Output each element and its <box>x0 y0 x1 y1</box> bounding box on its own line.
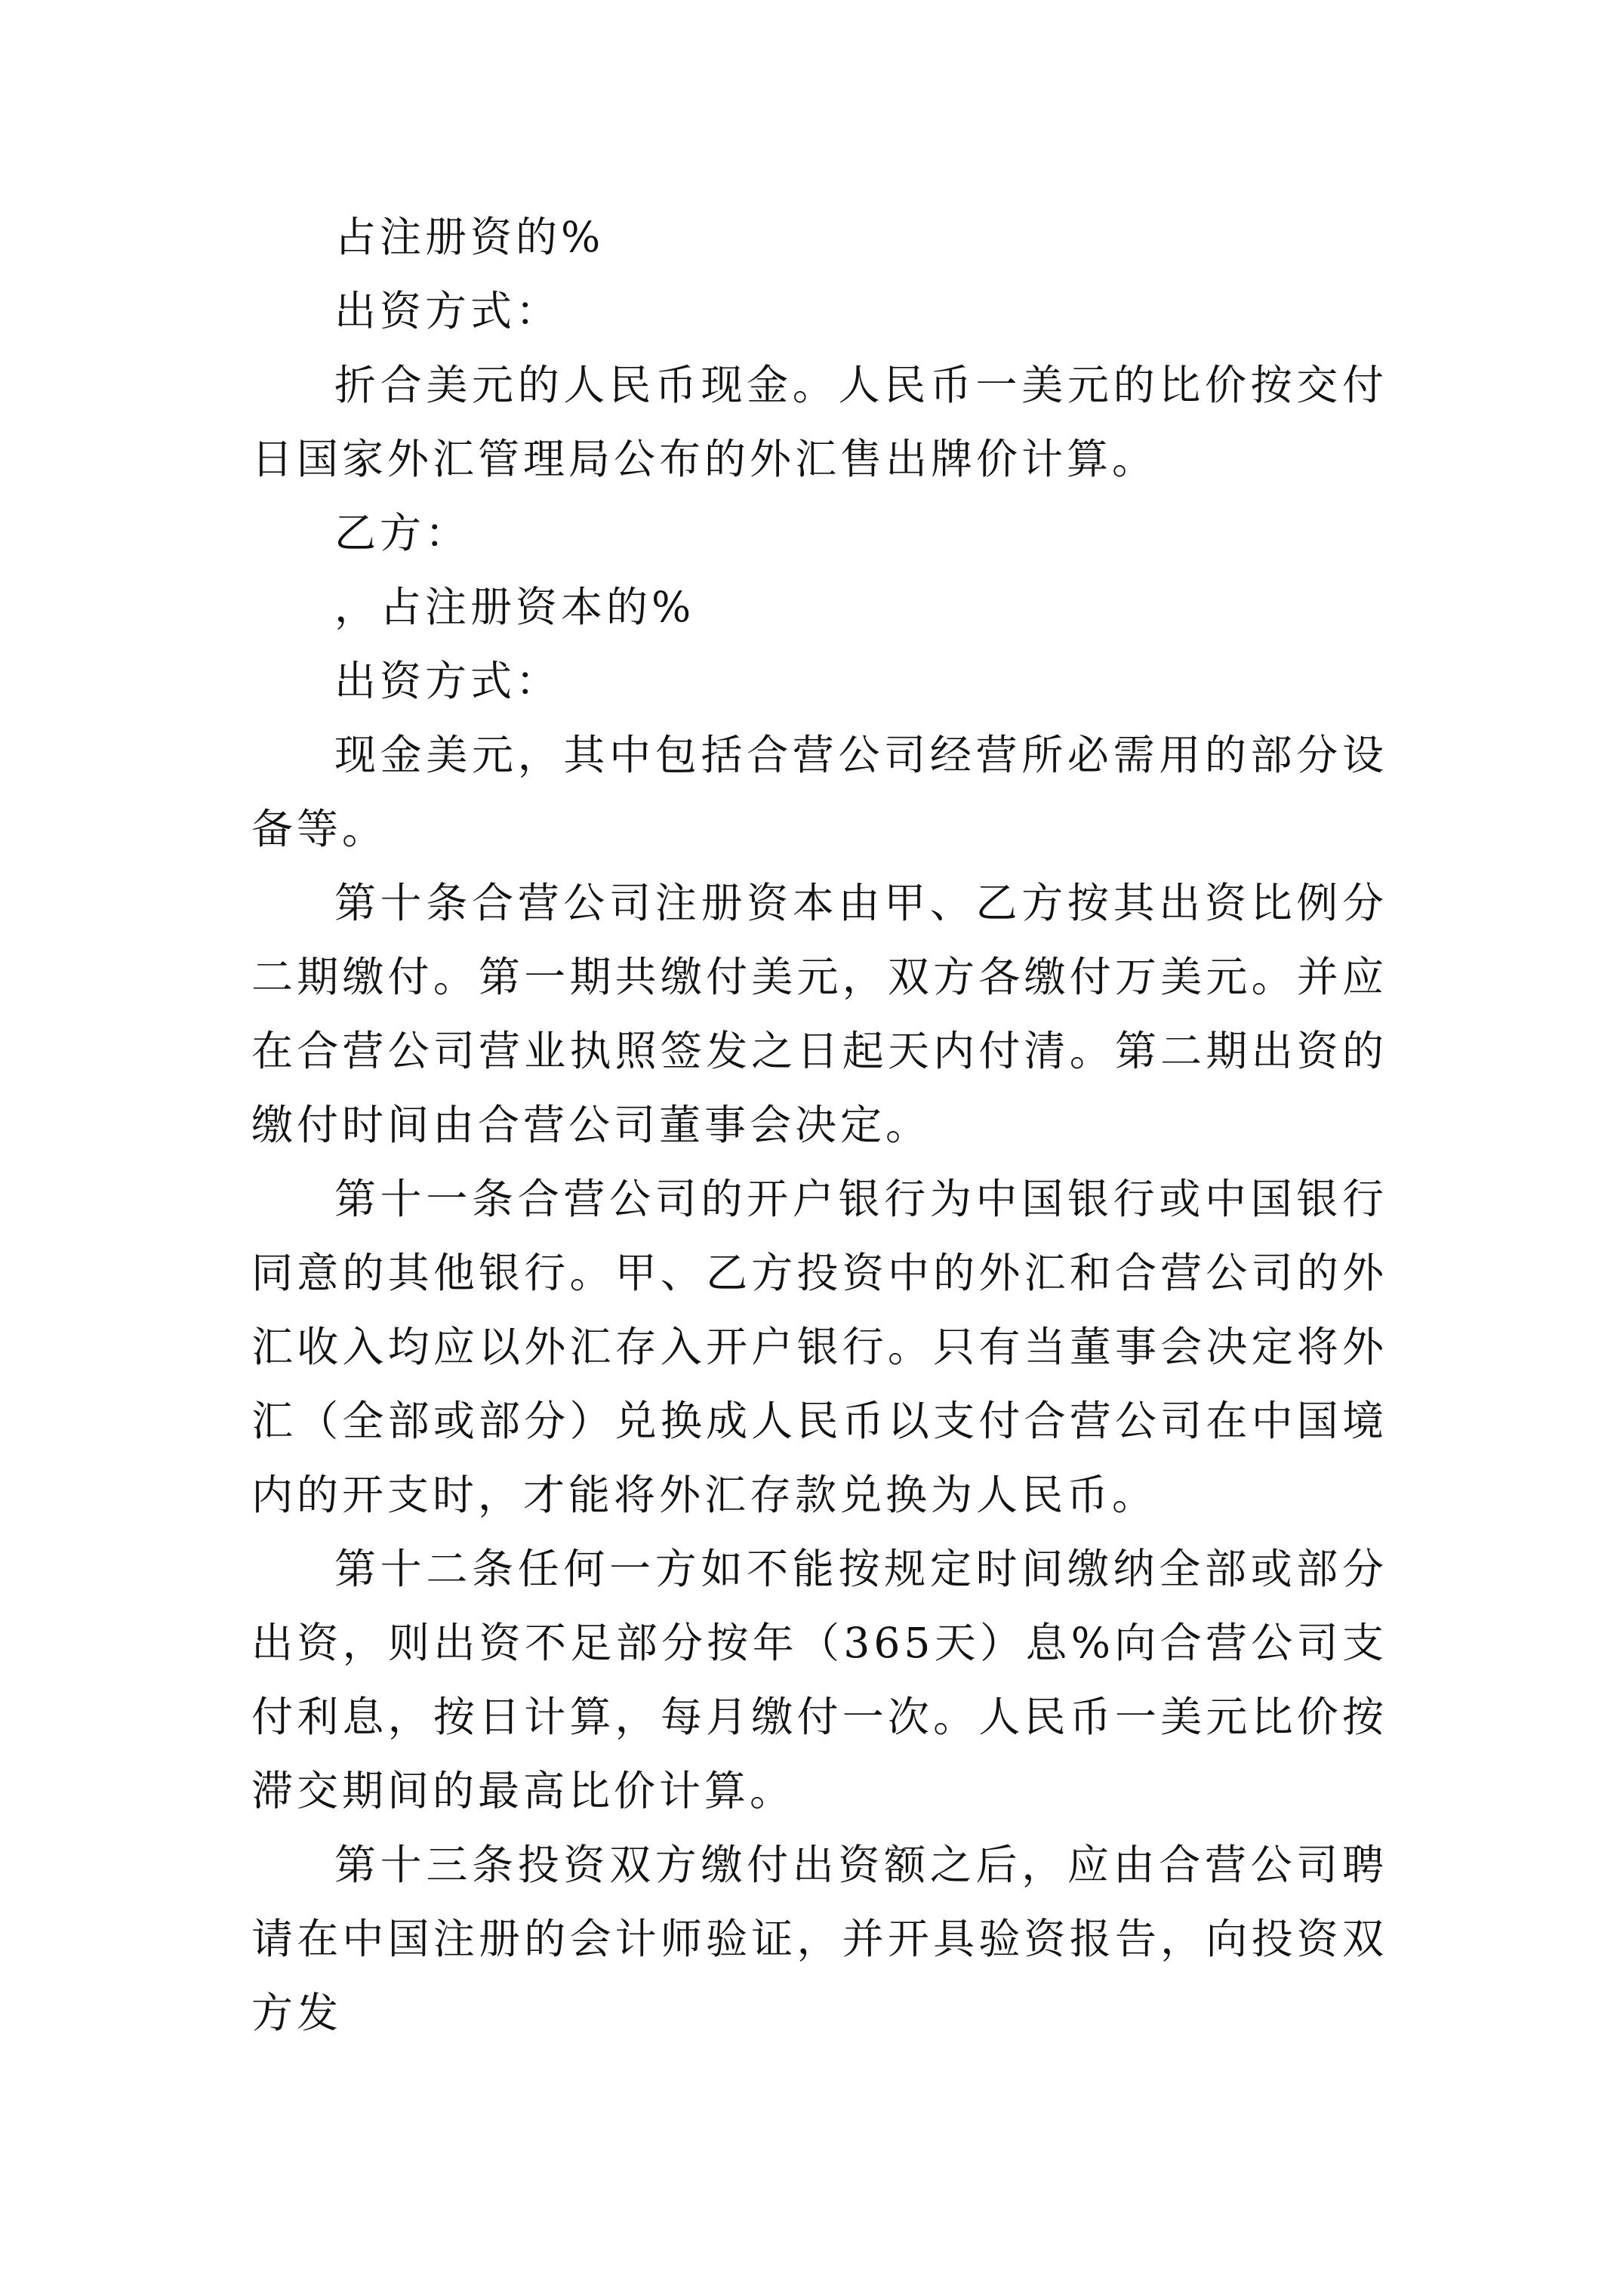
paragraph-contribution-method-b: 出资方式： <box>334 657 562 705</box>
paragraph-rmb-cash-conversion: 折合美元的人民币现金。人民币一美元的比价按交付日国家外汇管理局公布的外汇售出牌价计算。 <box>251 361 1387 483</box>
document-body <box>251 200 1387 2050</box>
paragraph-capital-share-a: 占注册资的% <box>334 213 605 261</box>
article-10: 第十条合营公司注册资本由甲、乙方按其出资比例分二期缴付。第一期共缴付美元，双方各缴付万美元。并应在合营公司营业执照签发之日起天内付清。第二期出资的缴付时间由合营公司董事会决定。 <box>251 879 1387 1149</box>
paragraph-party-b: 乙方： <box>334 509 471 557</box>
paragraph-cash-usd-equipment: 现金美元，其中包括合营公司经营所必需用的部分设备等。 <box>251 731 1387 853</box>
article-13: 第十三条投资双方缴付出资额之后，应由合营公司聘请在中国注册的会计师验证，并开具验资报告，向投资双方发 <box>251 1841 1387 2037</box>
article-11: 第十一条合营公司的开户银行为中国银行或中国银行同意的其他银行。甲、乙方投资中的外汇和合营公司的外汇收入均应以外汇存入开户银行。只有当董事会决定将外汇（全部或部分）兑换成人民币以支付合营公司在中国境内的开支时，才能将外汇存款兑换为人民币。 <box>251 1175 1387 1519</box>
article-12: 第十二条任何一方如不能按规定时间缴纳全部或部分出资，则出资不足部分按年（365天）息%向合营公司支付利息，按日计算，每月缴付一次。人民币一美元比价按滞交期间的最高比价计算。 <box>251 1545 1387 1815</box>
paragraph-capital-share-b: ，占注册资本的% <box>334 583 695 631</box>
paragraph-contribution-method-a: 出资方式： <box>334 287 562 335</box>
